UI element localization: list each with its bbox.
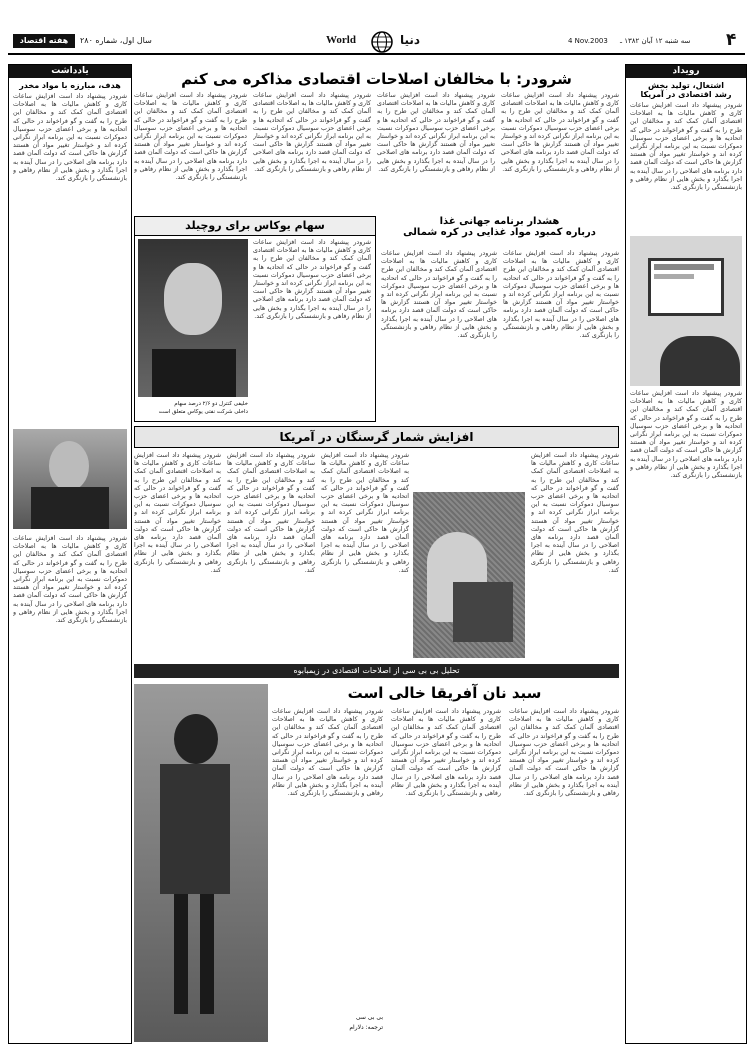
yukos-text: شرودر پیشنهاد داد است افزایش ساعات کاری و کاهش مالیات ها به اصلاحات اقتصادی آلمان کمک کند و مخالفان این طرح را به گفت و گو فراخواند در حالی که اتحادیه ها و برخی اعضای حزب سوسیال دموکرات نسبت به این برنامه ابراز نگرانی کرده اند و خواستار تغییر مواد آن هستند گزارش ها حاکی است که دولت آلمان قصد دارد برنامه های اصلاحی را در سال آینده به اجرا بگذارد و بخش هایی از نظام رفاهی و بازنشستگی را بازنگری کند. xyxy=(253,239,371,320)
food-col-1: شرودر پیشنهاد داد است افزایش ساعات کاری و کاهش مالیات ها به اصلاحات اقتصادی آلمان کمک کند و مخالفان این طرح را به گفت و گو فراخواند در حالی که اتحادیه ها و برخی اعضای حزب سوسیال دموکرات نسبت به این برنامه ابراز نگرانی کرده اند و خواستار تغییر مواد آن هستند گزارش ها حاکی است که دولت آلمان قصد دارد برنامه های اصلاحی را در سال آینده به اجرا بگذارد و بخش هایی از نظام رفاهی و بازنشستگی را بازنگری کند. xyxy=(503,250,619,340)
hunger-col-3: شرودر پیشنهاد داد است افزایش ساعات کاری و کاهش مالیات ها به اصلاحات اقتصادی آلمان کمک کند و مخالفان این طرح را به گفت و گو فراخواند در حالی که اتحادیه ها و برخی اعضای حزب سوسیال دموکرات نسبت به این برنامه ابراز نگرانی کرده اند و خواستار تغییر مواد آن هستند گزارش ها حاکی است که دولت آلمان قصد دارد برنامه های اصلاحی را در سال آینده به اجرا بگذارد و بخش هایی از نظام رفاهی و بازنشستگی را بازنگری کند. xyxy=(227,452,315,574)
main-article-col-1: شرودر پیشنهاد داد است افزایش ساعات کاری و کاهش مالیات ها به اصلاحات اقتصادی آلمان کمک کند و مخالفان این طرح را به گفت و گو فراخواند در حالی که اتحادیه ها و برخی اعضای حزب سوسیال دموکرات نسبت به این برنامه ابراز نگرانی کرده اند و خواستار تغییر مواد آن هستند گزارش ها حاکی است که دولت آلمان قصد دارد برنامه های اصلاحی را در سال آینده به اجرا بگذارد و بخش هایی از نظام رفاهی و بازنشستگی را بازنگری کند. xyxy=(501,92,619,173)
africa-photo xyxy=(134,684,268,1042)
africa-byline-1: بی بی سی xyxy=(355,1014,383,1021)
food-article xyxy=(380,216,619,420)
hunger-col-4: شرودر پیشنهاد داد است افزایش ساعات کاری و کاهش مالیات ها به اصلاحات اقتصادی آلمان کمک کند و مخالفان این طرح را به گفت و گو فراخواند در حالی که اتحادیه ها و برخی اعضای حزب سوسیال دموکرات نسبت به این برنامه ابراز نگرانی کرده اند و خواستار تغییر مواد آن هستند گزارش ها حاکی است که دولت آلمان قصد دارد برنامه های اصلاحی را در سال آینده به اجرا بگذارد و بخش هایی از نظام رفاهی و بازنشستگی را بازنگری کند. xyxy=(134,452,221,574)
africa-byline-2: ترجمه: دلارام xyxy=(349,1024,383,1031)
left-sidebar-photo xyxy=(13,429,127,529)
hunger-photo xyxy=(413,492,525,658)
africa-headline: سبد نان آفریقا خالی است xyxy=(347,684,542,702)
left-sidebar-text-top: شرودر پیشنهاد داد است افزایش ساعات کاری و کاهش مالیات ها به اصلاحات اقتصادی آلمان کمک کند و مخالفان این طرح را به گفت و گو فراخواند در حالی که اتحادیه ها و برخی اعضای حزب سوسیال دموکرات نسبت به این برنامه ابراز نگرانی کرده اند و خواستار تغییر مواد آن هستند گزارش ها حاکی است که دولت آلمان قصد دارد برنامه های اصلاحی را در سال آینده به اجرا بگذارد و بخش هایی از نظام رفاهی و بازنشستگی را بازنگری کند. xyxy=(13,93,127,183)
page-header xyxy=(8,30,745,52)
yukos-headline: سهام یوکاس برای روچیلد xyxy=(135,217,375,236)
globe-icon xyxy=(370,30,394,54)
yukos-caption-2: داخلی شرکت نفتی یوکاس متعلق است xyxy=(158,409,248,415)
hunger-headline-bar xyxy=(134,426,619,448)
hunger-col-1: شرودر پیشنهاد داد است افزایش ساعات کاری و کاهش مالیات ها به اصلاحات اقتصادی آلمان کمک کند و مخالفان این طرح را به گفت و گو فراخواند در حالی که اتحادیه ها و برخی اعضای حزب سوسیال دموکرات نسبت به این برنامه ابراز نگرانی کرده اند و خواستار تغییر مواد آن هستند گزارش ها حاکی است که دولت آلمان قصد دارد برنامه های اصلاحی را در سال آینده به اجرا بگذارد و بخش هایی از نظام رفاهی و بازنشستگی را بازنگری کند. xyxy=(531,452,619,574)
right-sidebar-text-bottom: شرودر پیشنهاد داد است افزایش ساعات کاری و کاهش مالیات ها به اصلاحات اقتصادی آلمان کمک کند و مخالفان این طرح را به گفت و گو فراخواند در حالی که اتحادیه ها و برخی اعضای حزب سوسیال دموکرات نسبت به این برنامه ابراز نگرانی کرده اند و خواستار تغییر مواد آن هستند گزارش ها حاکی است که دولت آلمان قصد دارد برنامه های اصلاحی را در سال آینده به اجرا بگذارد و بخش هایی از نظام رفاهی و بازنشستگی را بازنگری کند. xyxy=(630,390,742,480)
section-persian: دنیا xyxy=(400,33,421,47)
section-english: World xyxy=(326,34,356,46)
main-article-col-4: شرودر پیشنهاد داد است افزایش ساعات کاری و کاهش مالیات ها به اصلاحات اقتصادی آلمان کمک کند و مخالفان این طرح را به گفت و گو فراخواند در حالی که اتحادیه ها و برخی اعضای حزب سوسیال دموکرات نسبت به این برنامه ابراز نگرانی کرده اند و خواستار تغییر مواد آن هستند گزارش ها حاکی است که دولت آلمان قصد دارد برنامه های اصلاحی را در سال آینده به اجرا بگذارد و بخش هایی از نظام رفاهی و بازنشستگی را بازنگری کند. xyxy=(134,92,247,182)
left-sidebar-head: یادداشت xyxy=(9,65,131,78)
left-sidebar-subtitle: هدف، مبارزه با مواد مخدر xyxy=(19,81,121,90)
left-sidebar-text-bottom: شرودر پیشنهاد داد است افزایش ساعات کاری و کاهش مالیات ها به اصلاحات اقتصادی آلمان کمک کند و مخالفان این طرح را به گفت و گو فراخواند در حالی که اتحادیه ها و برخی اعضای حزب سوسیال دموکرات نسبت به این برنامه ابراز نگرانی کرده اند و خواستار تغییر مواد آن هستند گزارش ها حاکی است که دولت آلمان قصد دارد برنامه های اصلاحی را در سال آینده به اجرا بگذارد و بخش هایی از نظام رفاهی و بازنشستگی را بازنگری کند. xyxy=(13,535,127,625)
main-article-text xyxy=(134,92,619,204)
food-headline-2: درباره کمبود مواد غذایی در کره شمالی xyxy=(403,227,596,238)
hunger-headline: افزایش شمار گرسنگان در آمریکا xyxy=(279,430,474,444)
right-sidebar-photo xyxy=(630,236,742,386)
right-sidebar xyxy=(625,64,747,1044)
africa-kicker-bar xyxy=(134,664,619,678)
hunger-col-2: شرودر پیشنهاد داد است افزایش ساعات کاری و کاهش مالیات ها به اصلاحات اقتصادی آلمان کمک کند و مخالفان این طرح را به گفت و گو فراخواند در حالی که اتحادیه ها و برخی اعضای حزب سوسیال دموکرات نسبت به این برنامه ابراز نگرانی کرده اند و خواستار تغییر مواد آن هستند گزارش ها حاکی است که دولت آلمان قصد دارد برنامه های اصلاحی را در سال آینده به اجرا بگذارد و بخش هایی از نظام رفاهی و بازنشستگی را بازنگری کند. xyxy=(321,452,409,574)
header-rule xyxy=(8,53,745,55)
africa-col-2: شرودر پیشنهاد داد است افزایش ساعات کاری و کاهش مالیات ها به اصلاحات اقتصادی آلمان کمک کند و مخالفان این طرح را به گفت و گو فراخواند در حالی که اتحادیه ها و برخی اعضای حزب سوسیال دموکرات نسبت به این برنامه ابراز نگرانی کرده اند و خواستار تغییر مواد آن هستند گزارش ها حاکی است که دولت آلمان قصد دارد برنامه های اصلاحی را در سال آینده به اجرا بگذارد و بخش هایی از نظام رفاهی و بازنشستگی را بازنگری کند. xyxy=(391,708,501,798)
left-sidebar xyxy=(8,64,132,1044)
main-headline: شرودر: با مخالفان اصلاحات اقتصادی مذاکره می کنم xyxy=(181,70,572,88)
date-persian: سه شنبه ۱۲ آبان ۱۳۸۲ ـ xyxy=(620,37,691,45)
yukos-photo xyxy=(138,239,248,397)
africa-kicker: تحلیل بی بی سی از اصلاحات اقتصادی در زیمبابوه xyxy=(293,666,460,675)
food-col-2: شرودر پیشنهاد داد است افزایش ساعات کاری و کاهش مالیات ها به اصلاحات اقتصادی آلمان کمک کند و مخالفان این طرح را به گفت و گو فراخواند در حالی که اتحادیه ها و برخی اعضای حزب سوسیال دموکرات نسبت به این برنامه ابراز نگرانی کرده اند و خواستار تغییر مواد آن هستند گزارش ها حاکی است که دولت آلمان قصد دارد برنامه های اصلاحی را در سال آینده به اجرا بگذارد و بخش هایی از نظام رفاهی و بازنشستگی را بازنگری کند. xyxy=(381,250,497,340)
right-sidebar-title-1: اشتغال، تولید بخش xyxy=(648,81,724,90)
right-sidebar-text-top: شرودر پیشنهاد داد است افزایش ساعات کاری و کاهش مالیات ها به اصلاحات اقتصادی آلمان کمک کند و مخالفان این طرح را به گفت و گو فراخواند در حالی که اتحادیه ها و برخی اعضای حزب سوسیال دموکرات نسبت به این برنامه ابراز نگرانی کرده اند و خواستار تغییر مواد آن هستند گزارش ها حاکی است که دولت آلمان قصد دارد برنامه های اصلاحی را در سال آینده به اجرا بگذارد و بخش هایی از نظام رفاهی و بازنشستگی را بازنگری کند. xyxy=(630,102,742,192)
africa-article xyxy=(272,708,619,1042)
africa-col-1: شرودر پیشنهاد داد است افزایش ساعات کاری و کاهش مالیات ها به اصلاحات اقتصادی آلمان کمک کند و مخالفان این طرح را به گفت و گو فراخواند در حالی که اتحادیه ها و برخی اعضای حزب سوسیال دموکرات نسبت به این برنامه ابراز نگرانی کرده اند و خواستار تغییر مواد آن هستند گزارش ها حاکی است که دولت آلمان قصد دارد برنامه های اصلاحی را در سال آینده به اجرا بگذارد و بخش هایی از نظام رفاهی و بازنشستگی را بازنگری کند. xyxy=(509,708,619,798)
africa-col-3: شرودر پیشنهاد داد است افزایش ساعات کاری و کاهش مالیات ها به اصلاحات اقتصادی آلمان کمک کند و مخالفان این طرح را به گفت و گو فراخواند در حالی که اتحادیه ها و برخی اعضای حزب سوسیال دموکرات نسبت به این برنامه ابراز نگرانی کرده اند و خواستار تغییر مواد آن هستند گزارش ها حاکی است که دولت آلمان قصد دارد برنامه های اصلاحی را در سال آینده به اجرا بگذارد و بخش هایی از نظام رفاهی و بازنشستگی را بازنگری کند. xyxy=(272,708,383,798)
header-logo: هفته اقتصاد xyxy=(13,34,75,48)
hunger-article xyxy=(134,452,619,658)
page-number: ۴ xyxy=(726,30,737,50)
main-article-col-2: شرودر پیشنهاد داد است افزایش ساعات کاری و کاهش مالیات ها به اصلاحات اقتصادی آلمان کمک کند و مخالفان این طرح را به گفت و گو فراخواند در حالی که اتحادیه ها و برخی اعضای حزب سوسیال دموکرات نسبت به این برنامه ابراز نگرانی کرده اند و خواستار تغییر مواد آن هستند گزارش ها حاکی است که دولت آلمان قصد دارد برنامه های اصلاحی را در سال آینده به اجرا بگذارد و بخش هایی از نظام رفاهی و بازنشستگی را بازنگری کند. xyxy=(377,92,495,173)
food-headline-1: هشدار برنامه جهانی غذا xyxy=(439,216,560,227)
issue-info: سال اول، شماره ۲۸۰ xyxy=(80,36,152,45)
yukos-caption-1: خلیفی کنترل دو ۲/۶ درصد سهام xyxy=(174,401,248,407)
date-english: 4 Nov.2003 xyxy=(568,37,608,45)
yukos-box xyxy=(134,216,376,422)
right-sidebar-head: رویداد xyxy=(626,65,746,78)
right-sidebar-title-2: رشد اقتصادی در آمریکا xyxy=(640,90,732,99)
main-article-col-3: شرودر پیشنهاد داد است افزایش ساعات کاری و کاهش مالیات ها به اصلاحات اقتصادی آلمان کمک کند و مخالفان این طرح را به گفت و گو فراخواند در حالی که اتحادیه ها و برخی اعضای حزب سوسیال دموکرات نسبت به این برنامه ابراز نگرانی کرده اند و خواستار تغییر مواد آن هستند گزارش ها حاکی است که دولت آلمان قصد دارد برنامه های اصلاحی را در سال آینده به اجرا بگذارد و بخش هایی از نظام رفاهی و بازنشستگی را بازنگری کند. xyxy=(253,92,371,173)
